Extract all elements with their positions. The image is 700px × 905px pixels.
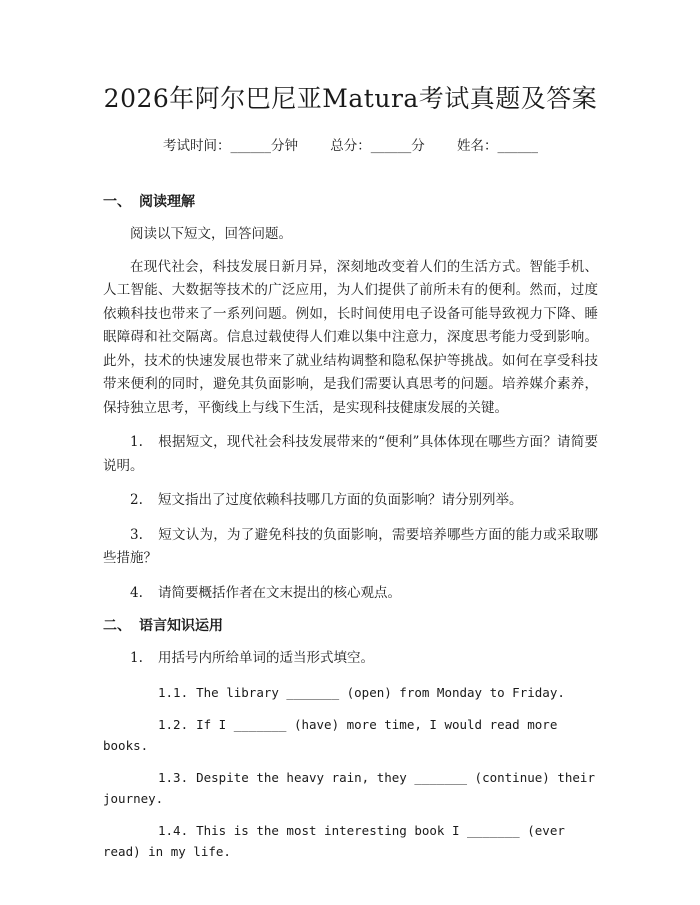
page-title: 2026年阿尔巴尼亚Matura考试真题及答案 (103, 84, 598, 113)
student-name-field[interactable]: 姓名：______ (457, 138, 539, 154)
sub-question-number: 1.4. (158, 822, 189, 838)
question-text: 短文指出了过度依赖科技哪几方面的负面影响？请分别列举。 (158, 492, 523, 508)
question-text: 根据短文，现代社会科技发展带来的“便利”具体体现在哪些方面？请简要说明。 (103, 434, 598, 474)
section-number: 一、 (103, 194, 131, 210)
sub-question-text: The library _______ (open) from Monday to Friday. (196, 684, 565, 700)
question-item (103, 582, 598, 606)
question-item (103, 489, 598, 513)
fill-blank-item (103, 682, 598, 703)
question-text: 用括号内所给单词的适当形式填空。 (158, 650, 374, 666)
sub-question-text: Despite the heavy rain, they _______ (continue) their journey. (103, 769, 595, 806)
reading-instruction: 阅读以下短文，回答问题。 (130, 226, 292, 242)
exam-meta (103, 136, 598, 156)
section-title: 阅读理解 (139, 194, 195, 210)
question-number: 1. (130, 650, 143, 666)
fill-blank-item (103, 820, 598, 862)
sub-question-number: 1.1. (158, 684, 189, 700)
sub-question-number: 1.2. (158, 716, 189, 732)
section-heading-language (103, 616, 598, 636)
question-text: 请简要概括作者在文末提出的核心观点。 (158, 584, 401, 601)
question-item (103, 524, 598, 571)
fill-blank-item (103, 767, 598, 809)
sub-question-number: 1.3. (158, 769, 189, 785)
exam-time-field[interactable]: 考试时间：______分钟 (162, 138, 298, 154)
fill-blank-item (103, 714, 598, 756)
question-item (103, 431, 598, 478)
question-text: 短文认为，为了避免科技的负面影响，需要培养哪些方面的能力或采取哪些措施？ (103, 526, 598, 566)
sub-question-text: This is the most interesting book I _______ (ever read) in my life. (103, 822, 565, 859)
section-title: 语言知识运用 (139, 618, 223, 634)
sub-question-text: If I _______ (have) more time, I would read more books. (103, 716, 558, 753)
question-number: 2. (130, 492, 143, 508)
section-number: 二、 (103, 618, 131, 634)
question-item (103, 647, 598, 671)
section-heading-reading (103, 192, 598, 212)
question-number: 4. (130, 584, 143, 601)
question-number: 1. (130, 434, 143, 450)
reading-passage: 在现代社会，科技发展日新月异，深刻地改变着人们的生活方式。智能手机、人工智能、大数据等技术的广泛应用，为人们提供了前所未有的便利。然而，过度依赖科技也带来了一系列问题。例如，长时间使用电子设备可能导致视力下降、睡眠障碍和社交隔离。信息过载使得人们难以集中注意力，深度思考能力受到影响。此外，技术的快速发展也带来了就业结构调整和隐私保护等挑战。如何在享受科技带来便利的同时，避免其负面影响，是我们需要认真思考的问题。培养媒介素养，保持独立思考，平衡线上与线下生活，是实现科技健康发展的关键。 (103, 258, 598, 416)
question-number: 3. (130, 526, 143, 543)
total-score-field[interactable]: 总分：______分 (330, 138, 425, 154)
